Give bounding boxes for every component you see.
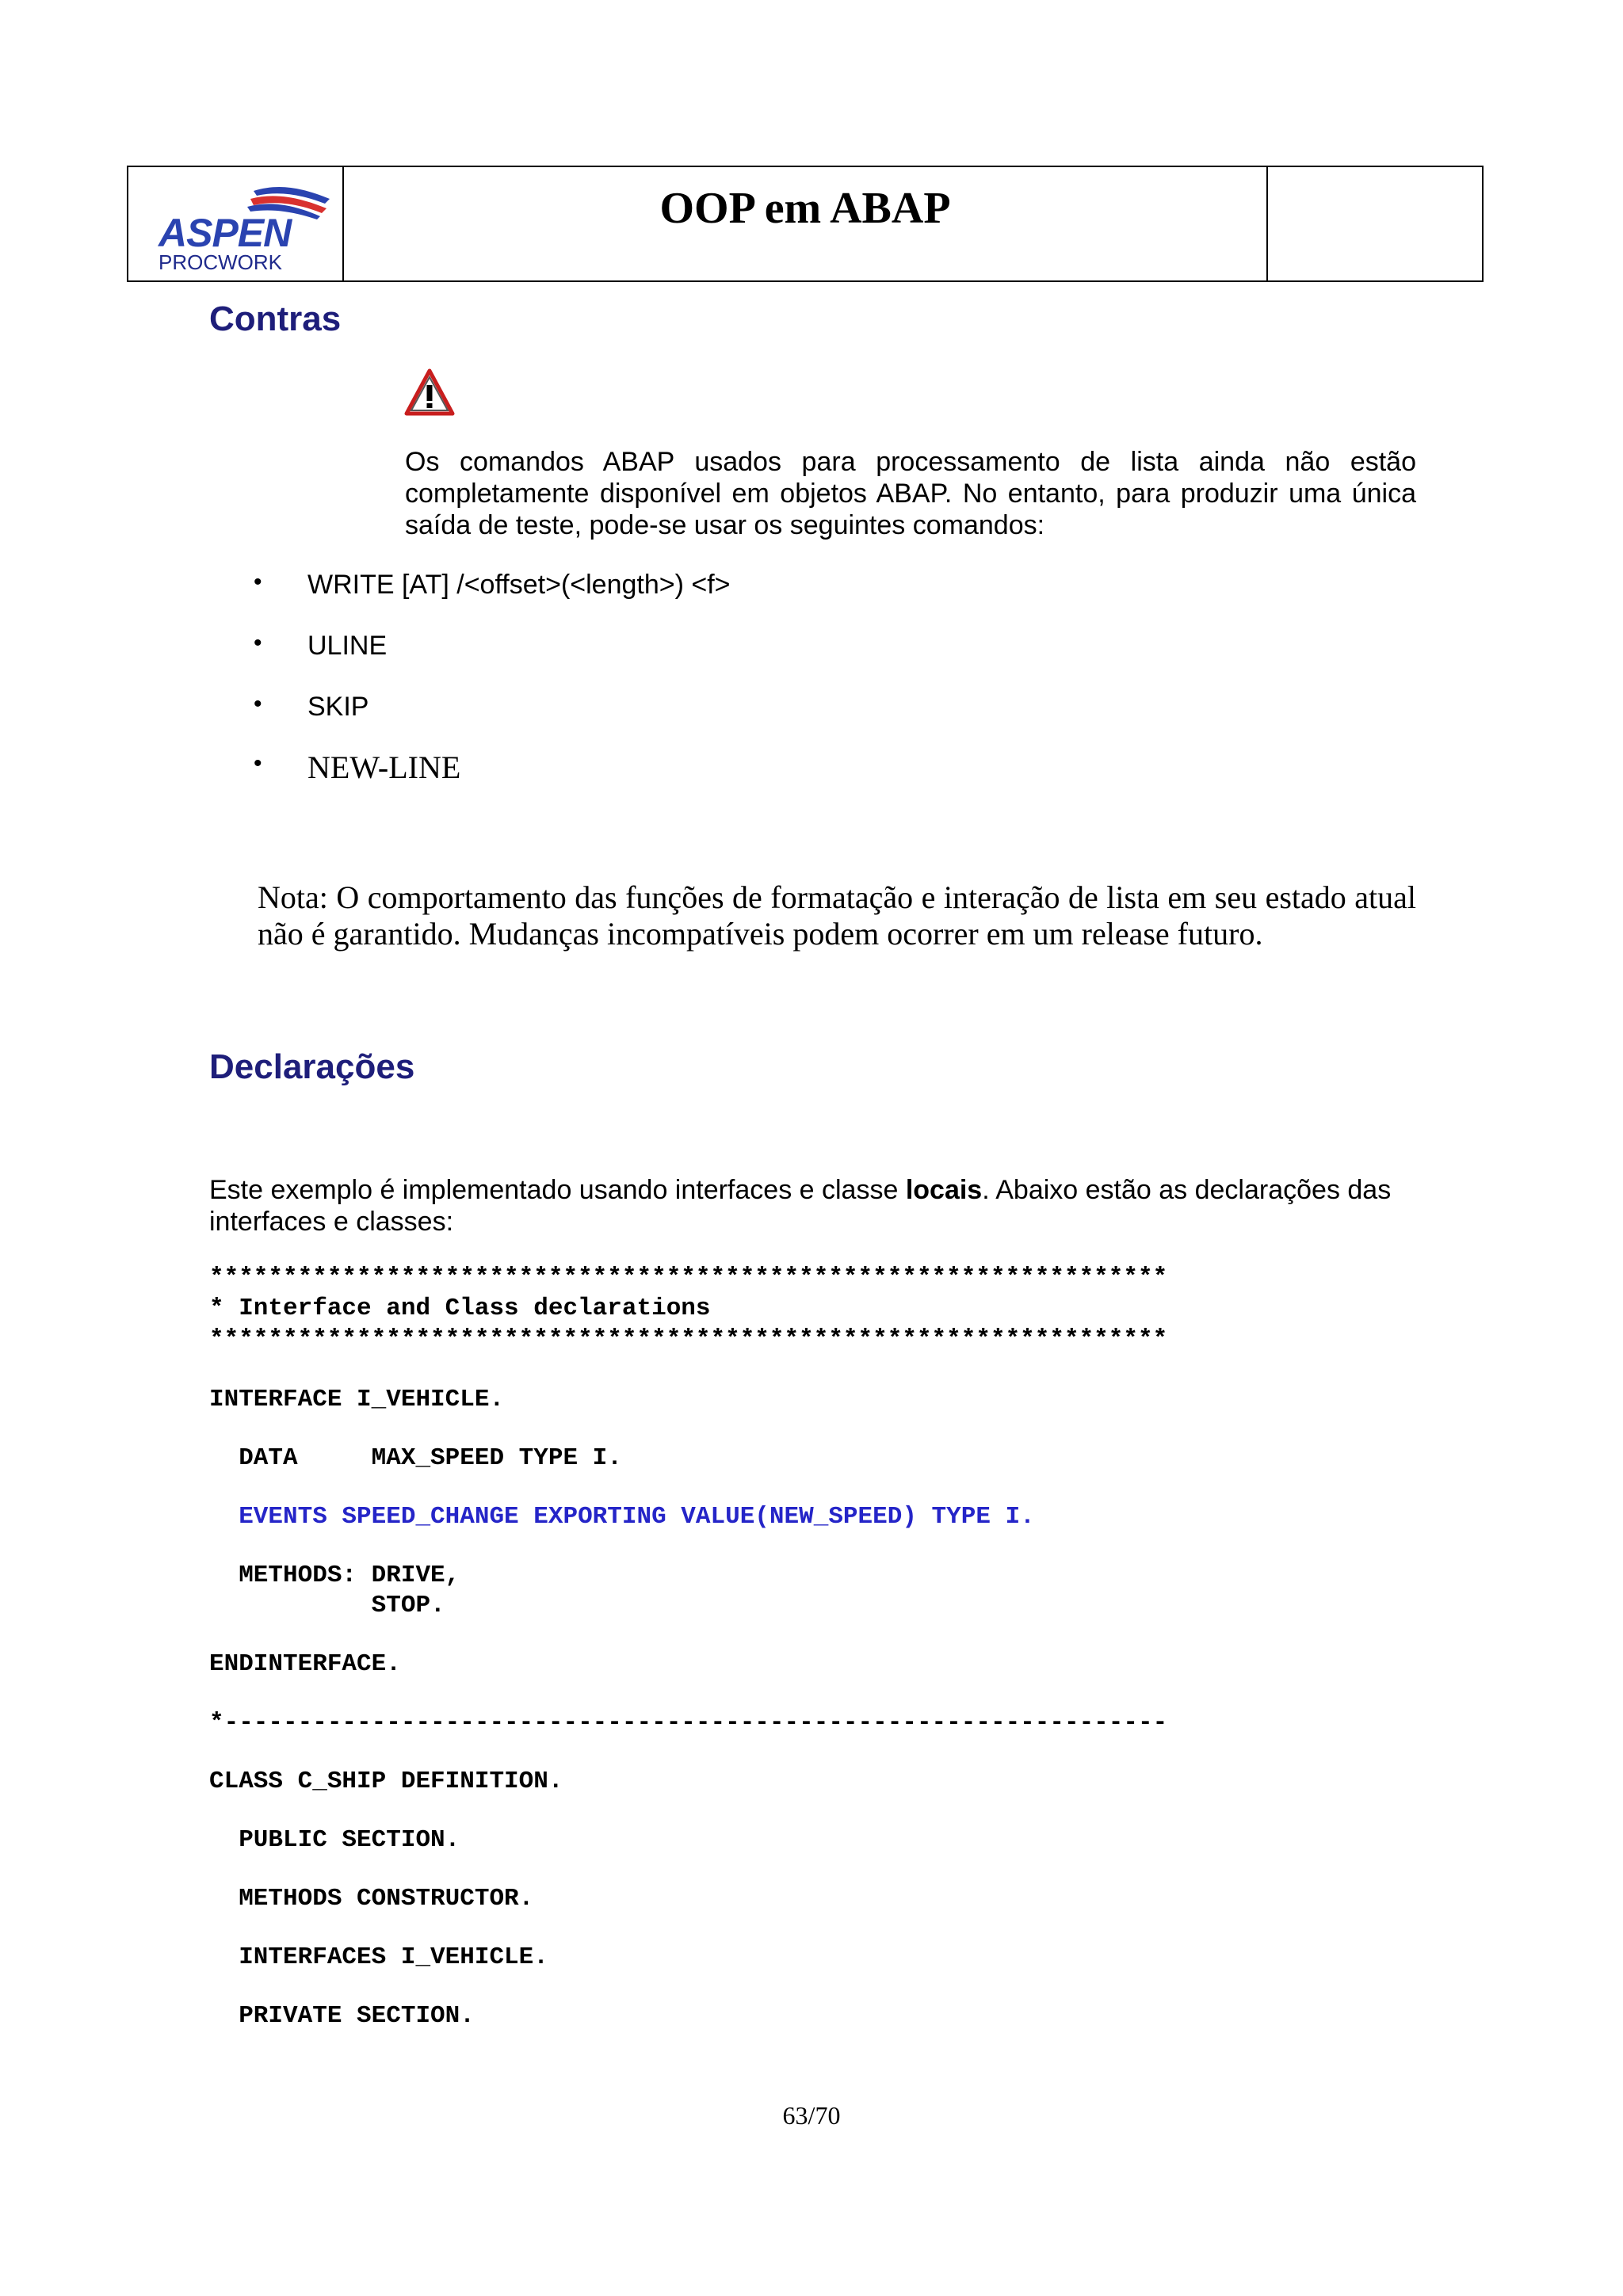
code-line: ENDINTERFACE. <box>209 1650 401 1678</box>
code-line: DATA MAX_SPEED TYPE I. <box>209 1444 622 1472</box>
code-comment: * Interface and Class declarations <box>209 1295 711 1322</box>
code-line: INTERFACES I_VEHICLE. <box>209 1943 548 1971</box>
code-line: INTERFACE I_VEHICLE. <box>209 1386 505 1413</box>
warning-triangle-icon <box>404 368 455 418</box>
code-separator: *---------------------------------------------------------------- <box>209 1709 1168 1737</box>
contras-paragraph: Os comandos ABAP usados para processamento de lista ainda não estão completamente disponível em objetos ABAP. No entanto, para produzir uma única saída de teste, pode-se usar os seguintes comandos: <box>405 447 1416 540</box>
bullet-icon: • <box>254 691 262 717</box>
logo-cell <box>128 167 344 280</box>
bullet-icon: • <box>254 750 262 776</box>
intro-bold-text: locais <box>905 1175 983 1205</box>
section-heading-contras: Contras <box>209 299 342 338</box>
list-item-text: ULINE <box>307 631 388 661</box>
code-stars: ***************************************************************** <box>209 1325 1168 1353</box>
document-header <box>127 166 1484 282</box>
bullet-icon: • <box>254 630 262 656</box>
code-line: PUBLIC SECTION. <box>209 1826 460 1854</box>
intro-text: Este exemplo é implementado usando interfaces e classe <box>209 1175 906 1205</box>
page-number: 63/70 <box>782 2101 841 2130</box>
code-line: CLASS C_SHIP DEFINITION. <box>209 1768 563 1795</box>
logo-subtitle: PROCWORK <box>158 250 282 274</box>
declaracoes-intro <box>209 1174 1417 1238</box>
list-item-text: WRITE [AT] /<offset>(<length>) <f> <box>307 570 731 600</box>
code-line-highlight: EVENTS SPEED_CHANGE EXPORTING VALUE(NEW_SPEED) TYPE I. <box>209 1503 1035 1531</box>
note-paragraph: Nota: O comportamento das funções de formatação e interação de lista em seu estado atual não é garantido. Mudanças incompatíveis podem ocorrer em um release futuro. <box>258 879 1416 952</box>
title-cell <box>344 167 1268 280</box>
code-stars: ***************************************************************** <box>209 1264 1168 1291</box>
list-item-text: SKIP <box>307 692 369 722</box>
code-line: STOP. <box>209 1592 445 1619</box>
code-line: METHODS: DRIVE, <box>209 1562 460 1589</box>
list-item-text: NEW-LINE <box>307 749 461 785</box>
code-line: METHODS CONSTRUCTOR. <box>209 1885 534 1913</box>
blank-cell <box>1268 167 1482 280</box>
document-title: OOP em ABAP <box>659 184 951 233</box>
section-heading-declaracoes: Declarações <box>209 1047 415 1086</box>
code-line: PRIVATE SECTION. <box>209 2002 475 2030</box>
logo-wordmark: ASPEN <box>158 211 292 255</box>
bullet-icon: • <box>254 569 262 595</box>
intro-text-end: . Abaixo estão as declarações das interfaces e classes: <box>209 1175 1392 1237</box>
